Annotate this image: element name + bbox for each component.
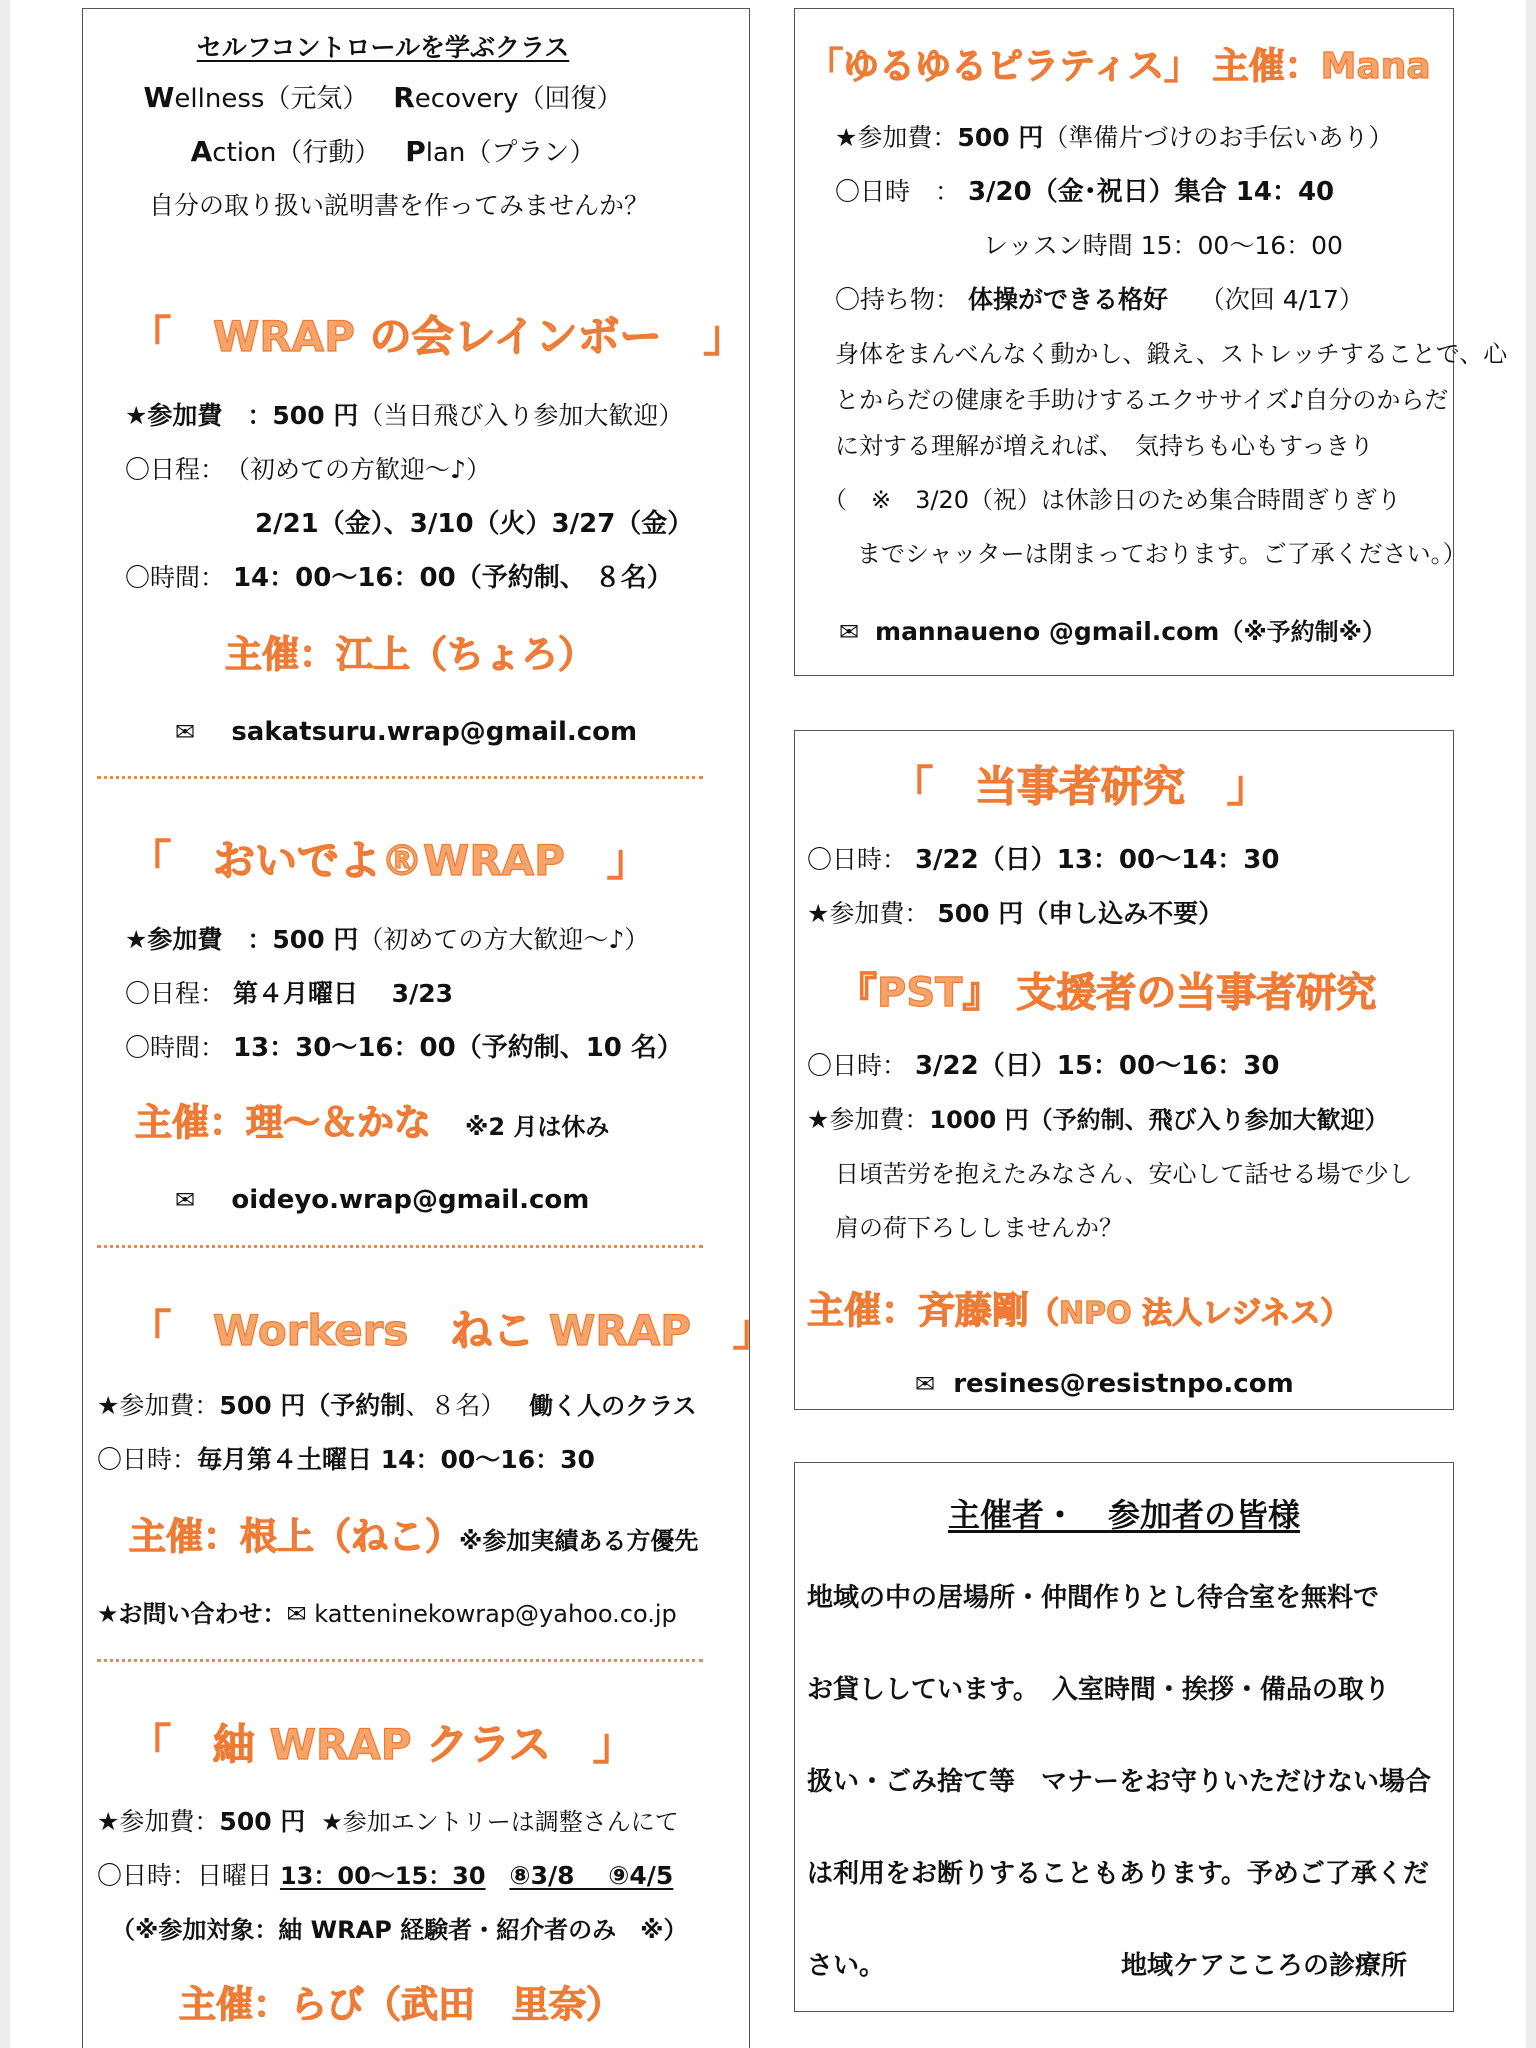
self-control-title: セルフコントロールを学ぶクラス bbox=[196, 33, 570, 62]
notice-box bbox=[794, 1462, 1454, 2012]
pst-desc-2: 肩の荷下ろししませんか？ bbox=[835, 1214, 1123, 1242]
workers-email[interactable]: kattenine​kowrap@yahoo.co.jp bbox=[314, 1600, 677, 1628]
flyer-page bbox=[10, 0, 1526, 2048]
research-host-org: （NPO 法人レジネス） bbox=[1029, 1296, 1351, 1331]
divider-1 bbox=[97, 776, 703, 779]
notice-clinic: 地域ケアこころの診療所 bbox=[1121, 1951, 1408, 1981]
rainbow-host: 主催：江上（ちょろ） bbox=[225, 633, 595, 676]
pst-date: 〇日時： 3/22（日）15：00～16：30 bbox=[807, 1051, 1280, 1081]
pilates-note-1: （ ※ 3/20（祝）は休診日のため集合時間ぎりぎり bbox=[823, 486, 1402, 514]
rainbow-email[interactable]: sakatsuru.wrap@gmail.com bbox=[231, 717, 638, 747]
notice-line-1: 地域の中の居場所・仲間作りとし待合室を無料で bbox=[807, 1583, 1380, 1613]
envelope-icon: ✉ bbox=[175, 718, 196, 746]
pilates-lesson-time: レッスン時間 15：00～16：00 bbox=[983, 231, 1343, 260]
rainbow-dates: 2/21（金）、3/10（火）3/27（金） bbox=[255, 509, 694, 539]
left-column-box bbox=[82, 8, 775, 2048]
self-control-invite: 自分の取り扱い説明書を作ってみませんか？ bbox=[149, 191, 650, 220]
tsumugi-target: （※参加対象：紬 WRAP 経験者・紹介者のみ ※） bbox=[111, 1916, 688, 1944]
oideyo-title: 「 おいでよ®WRAP 」 bbox=[129, 836, 649, 885]
research-host: 主催：斉藤剛 bbox=[807, 1289, 1029, 1332]
rainbow-time: 〇時間： 14：00～16：00（予約制、 ８名） bbox=[125, 563, 673, 593]
pst-fee: ★参加費：1000 円（予約制、飛び入り参加大歓迎） bbox=[807, 1105, 1389, 1134]
oideyo-host: 主催：理～＆かな bbox=[135, 1101, 431, 1144]
pilates-email[interactable]: mannaueno @gmail.com bbox=[875, 617, 1220, 646]
rainbow-schedule: 〇日程： （初めての方歓迎～♪） bbox=[125, 455, 491, 484]
tsumugi-date: 〇日時：日曜日 13：00～15：30 ⑧3/8 ⑨4/5 bbox=[97, 1861, 674, 1890]
workers-fee: ★参加費：500 円（予約制、８名） 働く人のクラス bbox=[97, 1391, 697, 1420]
notice-line-2: お貸ししています。 入室時間・挨拶・備品の取り bbox=[807, 1675, 1390, 1705]
pst-desc-1: 日頃苦労を抱えたみなさん、安心して話せる場で少し bbox=[835, 1160, 1413, 1188]
pilates-fee: ★参加費：500 円（準備片づけのお手伝いあり） bbox=[835, 123, 1394, 152]
tsumugi-host: 主催：らび（武田 里奈） bbox=[179, 1983, 623, 2026]
research-title: 「 当事者研究 」 bbox=[891, 762, 1270, 811]
research-email-line bbox=[915, 1367, 1453, 1401]
rainbow-email-line bbox=[175, 715, 749, 749]
pilates-desc-1: 身体をまんべんなく動かし、鍛え、ストレッチすることで、心 bbox=[835, 340, 1508, 368]
notice-line-5: さい。 地域ケアこころの診療所 bbox=[807, 1951, 1408, 1981]
workers-contact: ★お問い合わせ：✉ kattenine​kowrap@yahoo.co.jp bbox=[97, 1600, 677, 1628]
oideyo-email-line bbox=[175, 1183, 749, 1217]
workers-title: 「 Workers ねこ WRAP 」 bbox=[129, 1306, 775, 1355]
divider-3 bbox=[97, 1659, 703, 1662]
pilates-desc-2: とからだの健康を手助けするエクササイズ♪自分のからだ bbox=[835, 386, 1449, 414]
oideyo-fee: ★参加費 ：500 円（初めての方大歓迎～♪） bbox=[125, 925, 650, 954]
wellness-recovery-line: Wellness（元気） Recovery（回復） bbox=[143, 81, 623, 114]
pilates-items: 〇持ち物： 体操ができる格好 （次回 4/17） bbox=[835, 285, 1364, 314]
workers-host-note: ※参加実績ある方優先 bbox=[459, 1527, 699, 1555]
action-plan-line: Action（行動） Plan（プラン） bbox=[190, 135, 596, 168]
notice-line-4: は利用をお断りすることもあります。予めご了承くだ bbox=[807, 1859, 1429, 1889]
workers-host-line bbox=[129, 1513, 749, 1561]
pst-title: 『PST』 支援者の当事者研究 bbox=[837, 970, 1377, 1016]
workers-host: 主催：根上（ねこ） bbox=[129, 1515, 462, 1558]
research-box bbox=[794, 730, 1454, 1410]
rainbow-fee: ★参加費 ：500 円（当日飛び入り参加大歓迎） bbox=[125, 401, 684, 430]
tsumugi-title: 「 紬 WRAP クラス 」 bbox=[129, 1720, 635, 1769]
tsumugi-fee: ★参加費：500 円 ★参加エントリーは調整さんにて bbox=[97, 1807, 679, 1836]
notice-title: 主催者・ 参加者の皆様 bbox=[947, 1496, 1300, 1534]
envelope-icon: ✉ bbox=[286, 1600, 307, 1628]
pilates-desc-3: に対する理解が増えれば、 気持ちも心もすっきり bbox=[835, 432, 1374, 460]
pilates-email-line: ✉ mannaueno @gmail.com（※予約制※） bbox=[839, 617, 1386, 646]
oideyo-email[interactable]: oideyo.wrap@gmail.com bbox=[231, 1185, 590, 1215]
pilates-title: 「ゆるゆるピラティス」 主催：Mana bbox=[807, 46, 1431, 87]
oideyo-host-note: ※2 月は休み bbox=[465, 1113, 610, 1141]
envelope-icon: ✉ bbox=[175, 1186, 196, 1214]
research-host-line bbox=[807, 1287, 1453, 1335]
rainbow-title: 「 WRAP の会レインボー 」 bbox=[129, 312, 746, 361]
envelope-icon: ✉ bbox=[839, 618, 860, 646]
pilates-note-2: までシャッターは閉まっております。ご了承ください。） bbox=[857, 540, 1467, 568]
pilates-date: 〇日時 ： 3/20（金･祝日）集合 14：40 bbox=[835, 177, 1335, 207]
research-fee: ★参加費： 500 円（申し込み不要） bbox=[807, 899, 1224, 928]
workers-date: 〇日時：毎月第４土曜日 14：00～16：30 bbox=[97, 1445, 595, 1474]
pilates-box bbox=[794, 8, 1508, 676]
oideyo-schedule: 〇日程： 第４月曜日 3/23 bbox=[125, 979, 453, 1008]
research-date: 〇日時： 3/22（日）13：00～14：30 bbox=[807, 845, 1280, 875]
oideyo-time: 〇時間： 13：30～16：00（予約制、10 名） bbox=[125, 1033, 683, 1063]
oideyo-host-line bbox=[135, 1099, 749, 1147]
envelope-icon: ✉ bbox=[915, 1370, 936, 1398]
notice-line-3: 扱い・ごみ捨て等 マナーをお守りいただけない場合 bbox=[807, 1767, 1432, 1797]
research-email[interactable]: resines@resistnpo.com bbox=[953, 1369, 1294, 1399]
divider-2 bbox=[97, 1245, 703, 1248]
